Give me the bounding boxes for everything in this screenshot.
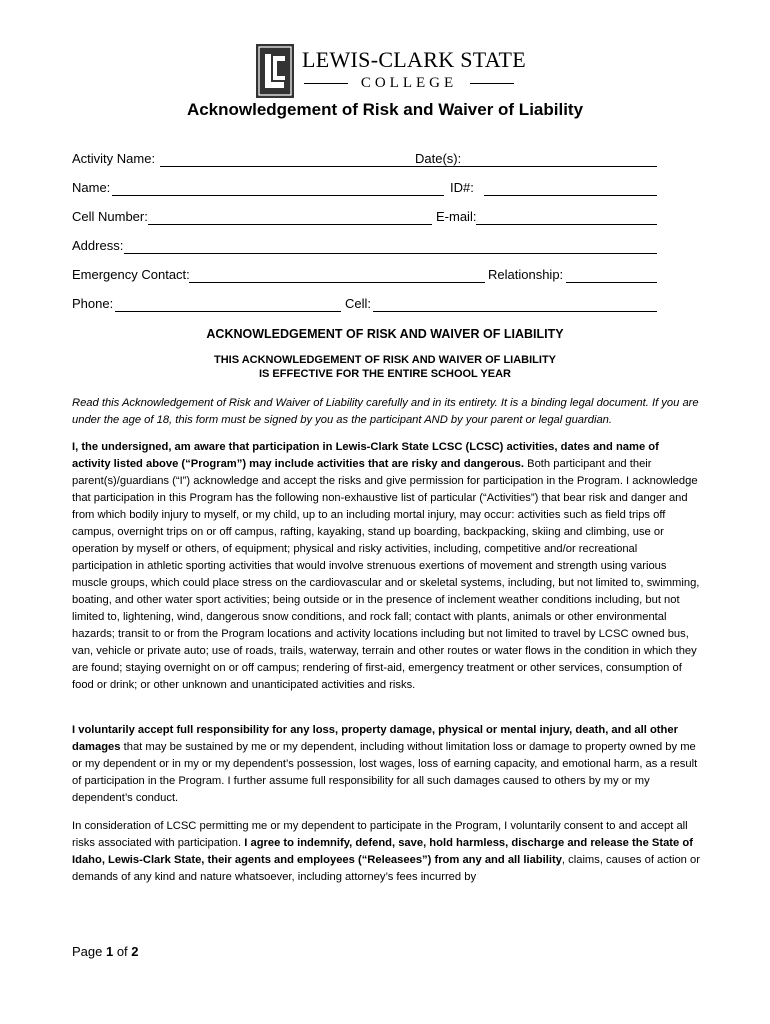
emergency-contact-label: Emergency Contact: — [72, 267, 190, 282]
phone-field[interactable] — [115, 311, 341, 312]
relationship-label: Relationship: — [488, 267, 564, 282]
page-word: Page — [72, 944, 106, 959]
logo-subtitle-text: COLLEGE — [360, 75, 458, 91]
activity-row — [72, 150, 657, 168]
phone-label: Phone: — [72, 296, 114, 311]
effective-notice-line1: THIS ACKNOWLEDGEMENT OF RISK AND WAIVER OF LIABILITY — [213, 354, 556, 366]
intro-paragraph: Read this Acknowledgement of Risk and Waiver of Liability carefully and in its entirety. It is a binding legal document. If you are under the age of 18, this form must be signed by you as the participant AND by your parent or legal guardian. — [72, 397, 699, 426]
indemnity-bold-text: I agree to indemnify, defend, save, hold harmless, discharge and release the State of Idaho, Lewis-Clark State, their agents and employees (“Releasees”) from any and all liability — [72, 837, 693, 866]
page-of: of — [113, 944, 132, 959]
responsibility-bold-text: I voluntarily accept full responsibility for any loss, property damage, physical or mental injury, death, and all other damages — [72, 724, 678, 753]
id-label: ID#: — [450, 180, 474, 195]
cell-email-row — [72, 208, 657, 226]
acknowledgement-paragraph — [72, 439, 700, 694]
page-current: 1 — [105, 944, 114, 959]
dates-field[interactable] — [468, 166, 657, 167]
responsibility-paragraph — [72, 722, 700, 807]
lc-monogram-icon — [256, 44, 294, 98]
page-total: 2 — [131, 944, 139, 959]
cell-number-field[interactable] — [148, 224, 432, 225]
responsibility-text: that may be sustained by me or my dependent, including without limitation loss or damage to property owned by me or my dependent or in my or my dependent’s possession, lost wages, loss of earning capacity, and emotional harm, as a result of participation in the Program. I further assume full responsibility for all such damages caused to others by my or my dependent’s conduct. — [72, 741, 698, 804]
indemnity-intro-text: In consideration of LCSC permitting me or my dependent to participate in the Program, I voluntarily consent to and accept all risks associated with participation. — [72, 820, 688, 849]
address-label: Address: — [72, 238, 124, 253]
college-logo — [256, 44, 526, 102]
activity-name-label: Activity Name: — [72, 151, 156, 166]
email-label: E-mail: — [436, 209, 477, 224]
emergency-contact-field[interactable] — [189, 282, 485, 283]
name-field[interactable] — [112, 195, 444, 196]
effective-notice-line2: IS EFFECTIVE FOR THE ENTIRE SCHOOL YEAR — [258, 368, 511, 380]
section-heading: ACKNOWLEDGEMENT OF RISK AND WAIVER OF LIABILITY — [206, 327, 564, 341]
emergency-row — [72, 266, 657, 284]
name-label: Name: — [72, 180, 111, 195]
indemnity-end-text: , claims, causes of action or demands of any kind and nature whatsoever, including attorney’s fees incurred by — [72, 854, 700, 883]
logo-wordmark: LEWIS-CLARK STATE — [302, 47, 526, 72]
acknowledgement-text: Both participant and their parent(s)/guardians (“I”) acknowledge and accept the risks and give permission for participation in the Program. I acknowledge that participation in this Program has the following non-exhaustive list of particular (“Activities”) that bear risk and danger and from which bodily injury to myself, or my child, up to an including mortal injury, may occur: activities such as field trips off campus, overnight trips on or off campus, rafting, kayaking, stand up boarding, backpacking, skiing and climbing, use or operation by myself or others, of equipment; physical and risky activities, including, competitive and/or recreational participation in athletic sporting activities that would involve strenuous exertions of movement and strength using various muscle groups, which could place stress on the cardiovascular and or skeletal systems, including, but not limited to, swimming, boating, and other water sport activities; being outside or in the presence of inclement weather conditions including, but not limited to, lightening, wind, dangerous snow conditions, and rock fall; contact with plants, animals or other environmental hazards; transit to or from the Program locations and activity locations including but not limited to travel by LCSC owned bus, van, vehicle or private auto; use of roads, trails, waterway, terrain and other routes or water flows in the condition in which they are found; staying overnight on or off campus; rendering of first-aid, emergency treatment or other services, consumption of food or drink; or other unknown and unanticipated activities and risks. — [72, 458, 700, 691]
email-field[interactable] — [476, 224, 657, 225]
name-row — [72, 179, 657, 197]
page-number — [72, 944, 139, 959]
relationship-field[interactable] — [566, 282, 657, 283]
acknowledgement-bold-text: I, the undersigned, am aware that participation in Lewis-Clark State LCSC (LCSC) activities, dates and name of activity listed above (“Program”) may include activities that are risky and dangerous. — [72, 441, 659, 470]
cell-number-label: Cell Number: — [72, 209, 148, 224]
cell-label: Cell: — [345, 296, 372, 311]
phone-row — [72, 295, 657, 313]
dates-label: Date(s): — [415, 151, 462, 166]
address-row — [72, 237, 657, 255]
cell-field[interactable] — [373, 311, 657, 312]
id-field[interactable] — [484, 195, 657, 196]
page-title: Acknowledgement of Risk and Waiver of Liability — [186, 100, 584, 119]
address-field[interactable] — [124, 253, 657, 254]
indemnity-paragraph — [72, 818, 700, 886]
logo-subtitle — [302, 72, 516, 94]
